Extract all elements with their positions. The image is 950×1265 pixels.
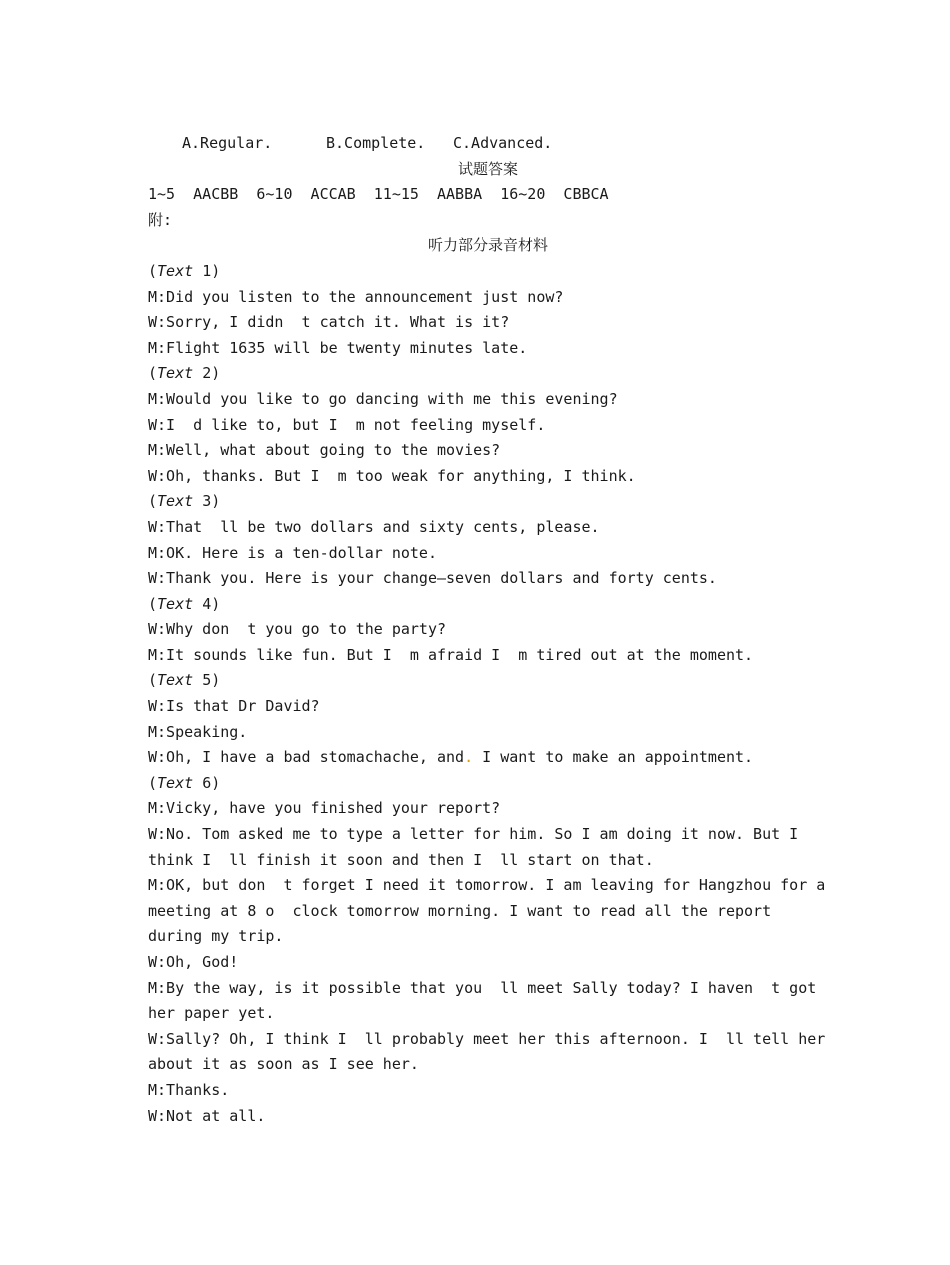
dialogue-line: W:Oh, I have a bad stomachache, and. I want to make an appointment. bbox=[148, 748, 754, 767]
dialogue-line: M:Speaking. bbox=[148, 722, 248, 741]
text-label: (Text 6) bbox=[148, 773, 221, 792]
dialogue-line: M:Vicky, have you finished your report? bbox=[148, 799, 501, 818]
dialogue-line: M:By the way, is it possible that you ll meet Sally today? I haven t got bbox=[148, 978, 817, 997]
document-page bbox=[148, 131, 828, 1129]
dialogue-line: M:OK, but don t forget I need it tomorrow. I am leaving for Hangzhou for a bbox=[148, 876, 826, 895]
text-label: (Text 4) bbox=[148, 594, 221, 613]
dialogue-line: during my trip. bbox=[148, 927, 284, 946]
dialogue-line: W:Why don t you go to the party? bbox=[148, 620, 447, 639]
text-label: (Text 1) bbox=[148, 261, 221, 280]
dialogue-line: W:That ll be two dollars and sixty cents, please. bbox=[148, 517, 600, 536]
text-label: (Text 3) bbox=[148, 492, 221, 511]
dialogue-line: M:It sounds like fun. But I m afraid I m tired out at the moment. bbox=[148, 645, 754, 664]
transcript-heading: 听力部分录音材料 bbox=[427, 236, 548, 255]
dialogue-line: think I ll finish it soon and then I ll start on that. bbox=[148, 850, 654, 869]
answer-key: 1~5 AACBB 6~10 ACCAB 11~15 AABBA 16~20 CBBCA bbox=[148, 185, 609, 204]
dialogue-line: meeting at 8 o clock tomorrow morning. I want to read all the report bbox=[148, 901, 772, 920]
option-a: A.Regular. bbox=[182, 134, 273, 152]
dialogue-line: about it as soon as I see her. bbox=[148, 1055, 419, 1074]
dialogue-line: M:Well, what about going to the movies? bbox=[148, 441, 501, 460]
dialogue-line: M:Flight 1635 will be twenty minutes late. bbox=[148, 338, 528, 357]
dialogue-line: her paper yet. bbox=[148, 1004, 275, 1023]
text-label: (Text 5) bbox=[148, 671, 221, 690]
dialogue-line: M:Did you listen to the announcement just now? bbox=[148, 287, 564, 306]
dialogue-line: W:I d like to, but I m not feeling myself. bbox=[148, 415, 546, 434]
edit-marker-icon: . bbox=[464, 748, 474, 767]
dialogue-line: W:Oh, God! bbox=[148, 953, 239, 971]
dialogue-line: W:Sally? Oh, I think I ll probably meet her this afternoon. I ll tell her bbox=[148, 1029, 826, 1048]
dialogue-line: W:No. Tom asked me to type a letter for him. So I am doing it now. But I bbox=[148, 825, 799, 844]
dialogue-line: W:Not at all. bbox=[148, 1106, 266, 1125]
question-options bbox=[148, 131, 828, 157]
dialogue-line: W:Sorry, I didn t catch it. What is it? bbox=[148, 313, 510, 332]
appendix-label: 附: bbox=[148, 210, 173, 229]
dialogue-line: W:Is that Dr David? bbox=[148, 697, 320, 716]
dialogue-line: M:OK. Here is a ten-dollar note. bbox=[148, 543, 437, 562]
option-b: B.Complete. bbox=[326, 134, 426, 152]
answers-heading: 试题答案 bbox=[457, 159, 518, 178]
dialogue-line: M:Would you like to go dancing with me this evening? bbox=[148, 389, 618, 408]
text-label: (Text 2) bbox=[148, 364, 221, 383]
dialogue-line: M:Thanks. bbox=[148, 1080, 230, 1099]
option-c: C.Advanced. bbox=[453, 134, 553, 152]
dialogue-line: W:Oh, thanks. But I m too weak for anything, I think. bbox=[148, 466, 636, 485]
dialogue-line: W:Thank you. Here is your change—seven dollars and forty cents. bbox=[148, 569, 717, 588]
